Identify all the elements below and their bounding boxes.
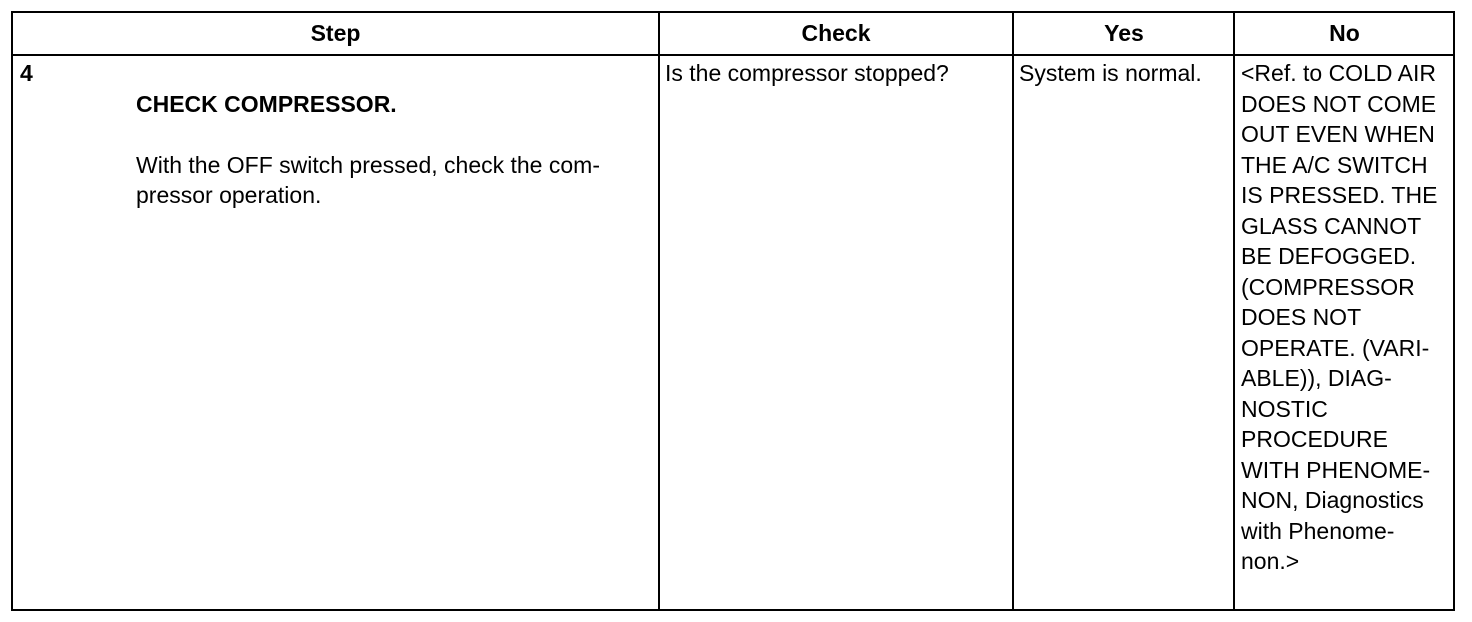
header-yes: Yes: [1104, 20, 1144, 46]
header-divider: [13, 54, 1453, 56]
step-title: CHECK COMPRESSOR.: [136, 90, 397, 117]
header-step: Step: [310, 20, 361, 46]
yes-result: System is normal.: [1019, 60, 1202, 86]
check-question: Is the compressor stopped?: [665, 60, 949, 86]
header-no: No: [1329, 20, 1360, 46]
column-divider-yes: [1012, 13, 1014, 609]
column-divider-no: [1233, 13, 1235, 609]
step-content: [136, 58, 651, 241]
header-check: Check: [801, 20, 871, 46]
step-description: With the OFF switch pressed, check the com- pressor operation.: [136, 151, 600, 208]
column-divider-check: [658, 13, 660, 609]
step-number: 4: [20, 60, 33, 86]
no-reference: <Ref. to COLD AIR DOES NOT COME OUT EVEN WHEN THE A/C SWITCH IS PRESSED. THE GLASS CANNOT BE DEFOGGED. (COMPRESSOR DOES NOT OPERATE. (VARI- ABLE)), DIAG- NOSTIC PROCEDURE WITH PHENOME- NON, Diagnostics with Phenome- non.>: [1241, 60, 1438, 574]
diagnostic-table: [11, 11, 1455, 611]
